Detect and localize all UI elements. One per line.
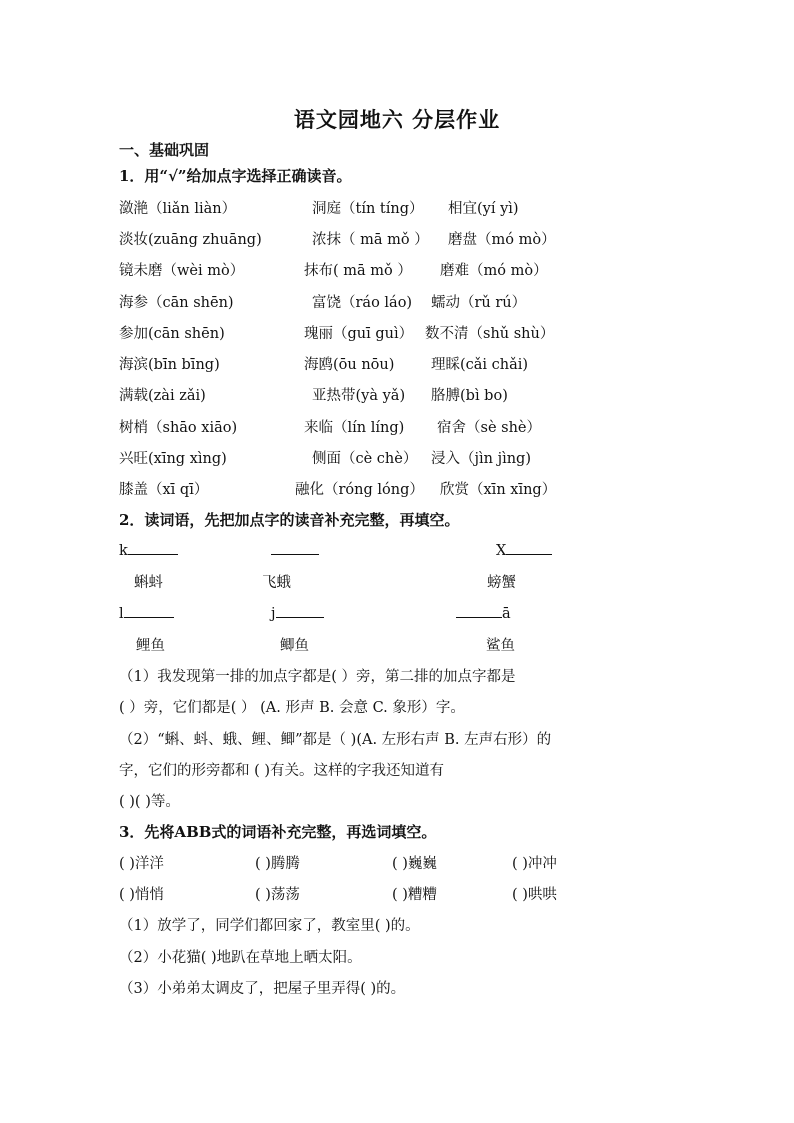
word-choice: 膝盖（xī qī） bbox=[119, 482, 209, 498]
abb-word: ( )哄哄 bbox=[512, 887, 557, 903]
word-choice: 海参（cān shēn) bbox=[119, 295, 234, 311]
word-choice: 浸入（jìn jìng) bbox=[431, 451, 531, 467]
section-heading-basics: 一、基础巩固 bbox=[119, 141, 210, 159]
word-choice: 数不清（shǔ shù） bbox=[425, 326, 555, 342]
abb-word: ( )糟糟 bbox=[392, 887, 437, 903]
word-label: 螃蟹 bbox=[487, 575, 516, 591]
word-choice: 兴旺(xīng xìng) bbox=[119, 451, 227, 467]
question-1-heading: 1．用“√”给加点字选择正确读音。 bbox=[119, 167, 352, 185]
question-3-sentence-3: （3）小弟弟太调皮了，把屋子里弄得( )的。 bbox=[119, 981, 406, 997]
pinyin-initial: X bbox=[496, 543, 507, 559]
fill-blank-line[interactable] bbox=[506, 540, 552, 555]
fill-blank-line[interactable] bbox=[276, 603, 324, 618]
abb-word: ( )洋洋 bbox=[119, 856, 164, 872]
abb-word: ( )腾腾 bbox=[255, 856, 300, 872]
word-choice: 胳膊(bì bo) bbox=[431, 388, 508, 404]
word-choice: 亚热带(yà yǎ) bbox=[312, 388, 406, 404]
abb-word: ( )巍巍 bbox=[392, 856, 437, 872]
word-choice: 宿舍（sè shè） bbox=[437, 420, 541, 436]
pinyin-initial: l bbox=[119, 606, 124, 622]
word-choice: 树梢（shāo xiāo) bbox=[119, 420, 238, 436]
word-choice: 淡妆(zuāng zhuāng) bbox=[119, 232, 262, 248]
question-3-sentence-2: （2）小花猫( )地趴在草地上晒太阳。 bbox=[119, 950, 362, 966]
word-label: 鲤鱼 bbox=[136, 638, 165, 654]
word-choice: 参加(cān shēn) bbox=[119, 326, 225, 342]
question-2-part-2-line-3: ( )( )等。 bbox=[119, 794, 180, 810]
word-choice: 侧面（cè chè） bbox=[312, 451, 418, 467]
word-label: 蝌蚪 bbox=[134, 575, 163, 591]
pinyin-blank bbox=[496, 540, 552, 559]
word-label: 鲨鱼 bbox=[486, 638, 515, 654]
question-2-part-2-line-1: （2）“蝌、蚪、蛾、鲤、鲫”都是（ )(A. 左形右声 B. 左声右形）的 bbox=[119, 732, 552, 748]
question-2-heading: 2．读词语，先把加点字的读音补充完整，再填空。 bbox=[119, 511, 460, 529]
fill-blank-line[interactable] bbox=[271, 540, 319, 555]
fill-blank-line[interactable] bbox=[456, 603, 502, 618]
word-choice: 磨盘（mó mò） bbox=[448, 232, 556, 248]
page-title: 语文园地六 分层作业 bbox=[293, 107, 501, 132]
word-choice: 满载(zài zǎi) bbox=[119, 388, 206, 404]
word-choice: 浓抹（ mā mǒ ） bbox=[312, 232, 429, 248]
pinyin-initial: k bbox=[119, 543, 128, 559]
word-choice: 潋滟（liǎn liàn） bbox=[119, 201, 237, 217]
pinyin-blank bbox=[119, 603, 174, 622]
pinyin-blank bbox=[271, 540, 319, 559]
question-2-part-2-line-2: 字，它们的形旁都和 ( )有关。这样的字我还知道有 bbox=[119, 763, 445, 779]
word-label: 飞蛾 bbox=[262, 575, 291, 591]
word-choice: 蠕动（rǔ rú） bbox=[431, 295, 527, 311]
abb-word: ( )悄悄 bbox=[119, 887, 164, 903]
word-choice: 镜未磨（wèi mò） bbox=[119, 263, 245, 279]
fill-blank-line[interactable] bbox=[128, 540, 178, 555]
question-2-part-1-line-2: ( ）旁，它们都是( ） (A. 形声 B. 会意 C. 象形）字。 bbox=[119, 700, 465, 716]
word-choice: 海滨(bīn bīng) bbox=[119, 357, 220, 373]
word-choice: 来临（lín líng) bbox=[304, 420, 405, 436]
abb-word: ( )冲冲 bbox=[512, 856, 557, 872]
word-choice: 洞庭（tín tíng） bbox=[312, 201, 424, 217]
word-choice: 抹布( mā mǒ ） bbox=[304, 263, 412, 279]
word-choice: 欣赏（xīn xīng） bbox=[440, 482, 557, 498]
pinyin-final: ā bbox=[502, 606, 511, 622]
pinyin-blank bbox=[271, 603, 324, 622]
word-choice: 理睬(cǎi chǎi) bbox=[431, 357, 529, 373]
question-3-heading: 3．先将ABB式的词语补充完整，再选词填空。 bbox=[119, 823, 437, 841]
question-3-sentence-1: （1）放学了，同学们都回家了，教室里( )的。 bbox=[119, 918, 420, 934]
fill-blank-line[interactable] bbox=[124, 603, 174, 618]
pinyin-initial: j bbox=[271, 606, 276, 622]
abb-word: ( )荡荡 bbox=[255, 887, 300, 903]
word-choice: 瑰丽（guī guì） bbox=[304, 326, 414, 342]
pinyin-blank bbox=[119, 540, 178, 559]
word-choice: 磨难（mó mò） bbox=[440, 263, 548, 279]
word-choice: 融化（róng lóng） bbox=[295, 482, 424, 498]
word-choice: 相宜(yí yì) bbox=[448, 201, 519, 217]
pinyin-blank bbox=[456, 603, 511, 622]
word-choice: 海鸥(ōu nōu) bbox=[304, 357, 395, 373]
question-2-part-1-line-1: （1）我发现第一排的加点字都是( ）旁，第二排的加点字都是 bbox=[119, 669, 516, 685]
word-choice: 富饶（ráo láo) bbox=[312, 295, 413, 311]
word-label: 鲫鱼 bbox=[280, 638, 309, 654]
